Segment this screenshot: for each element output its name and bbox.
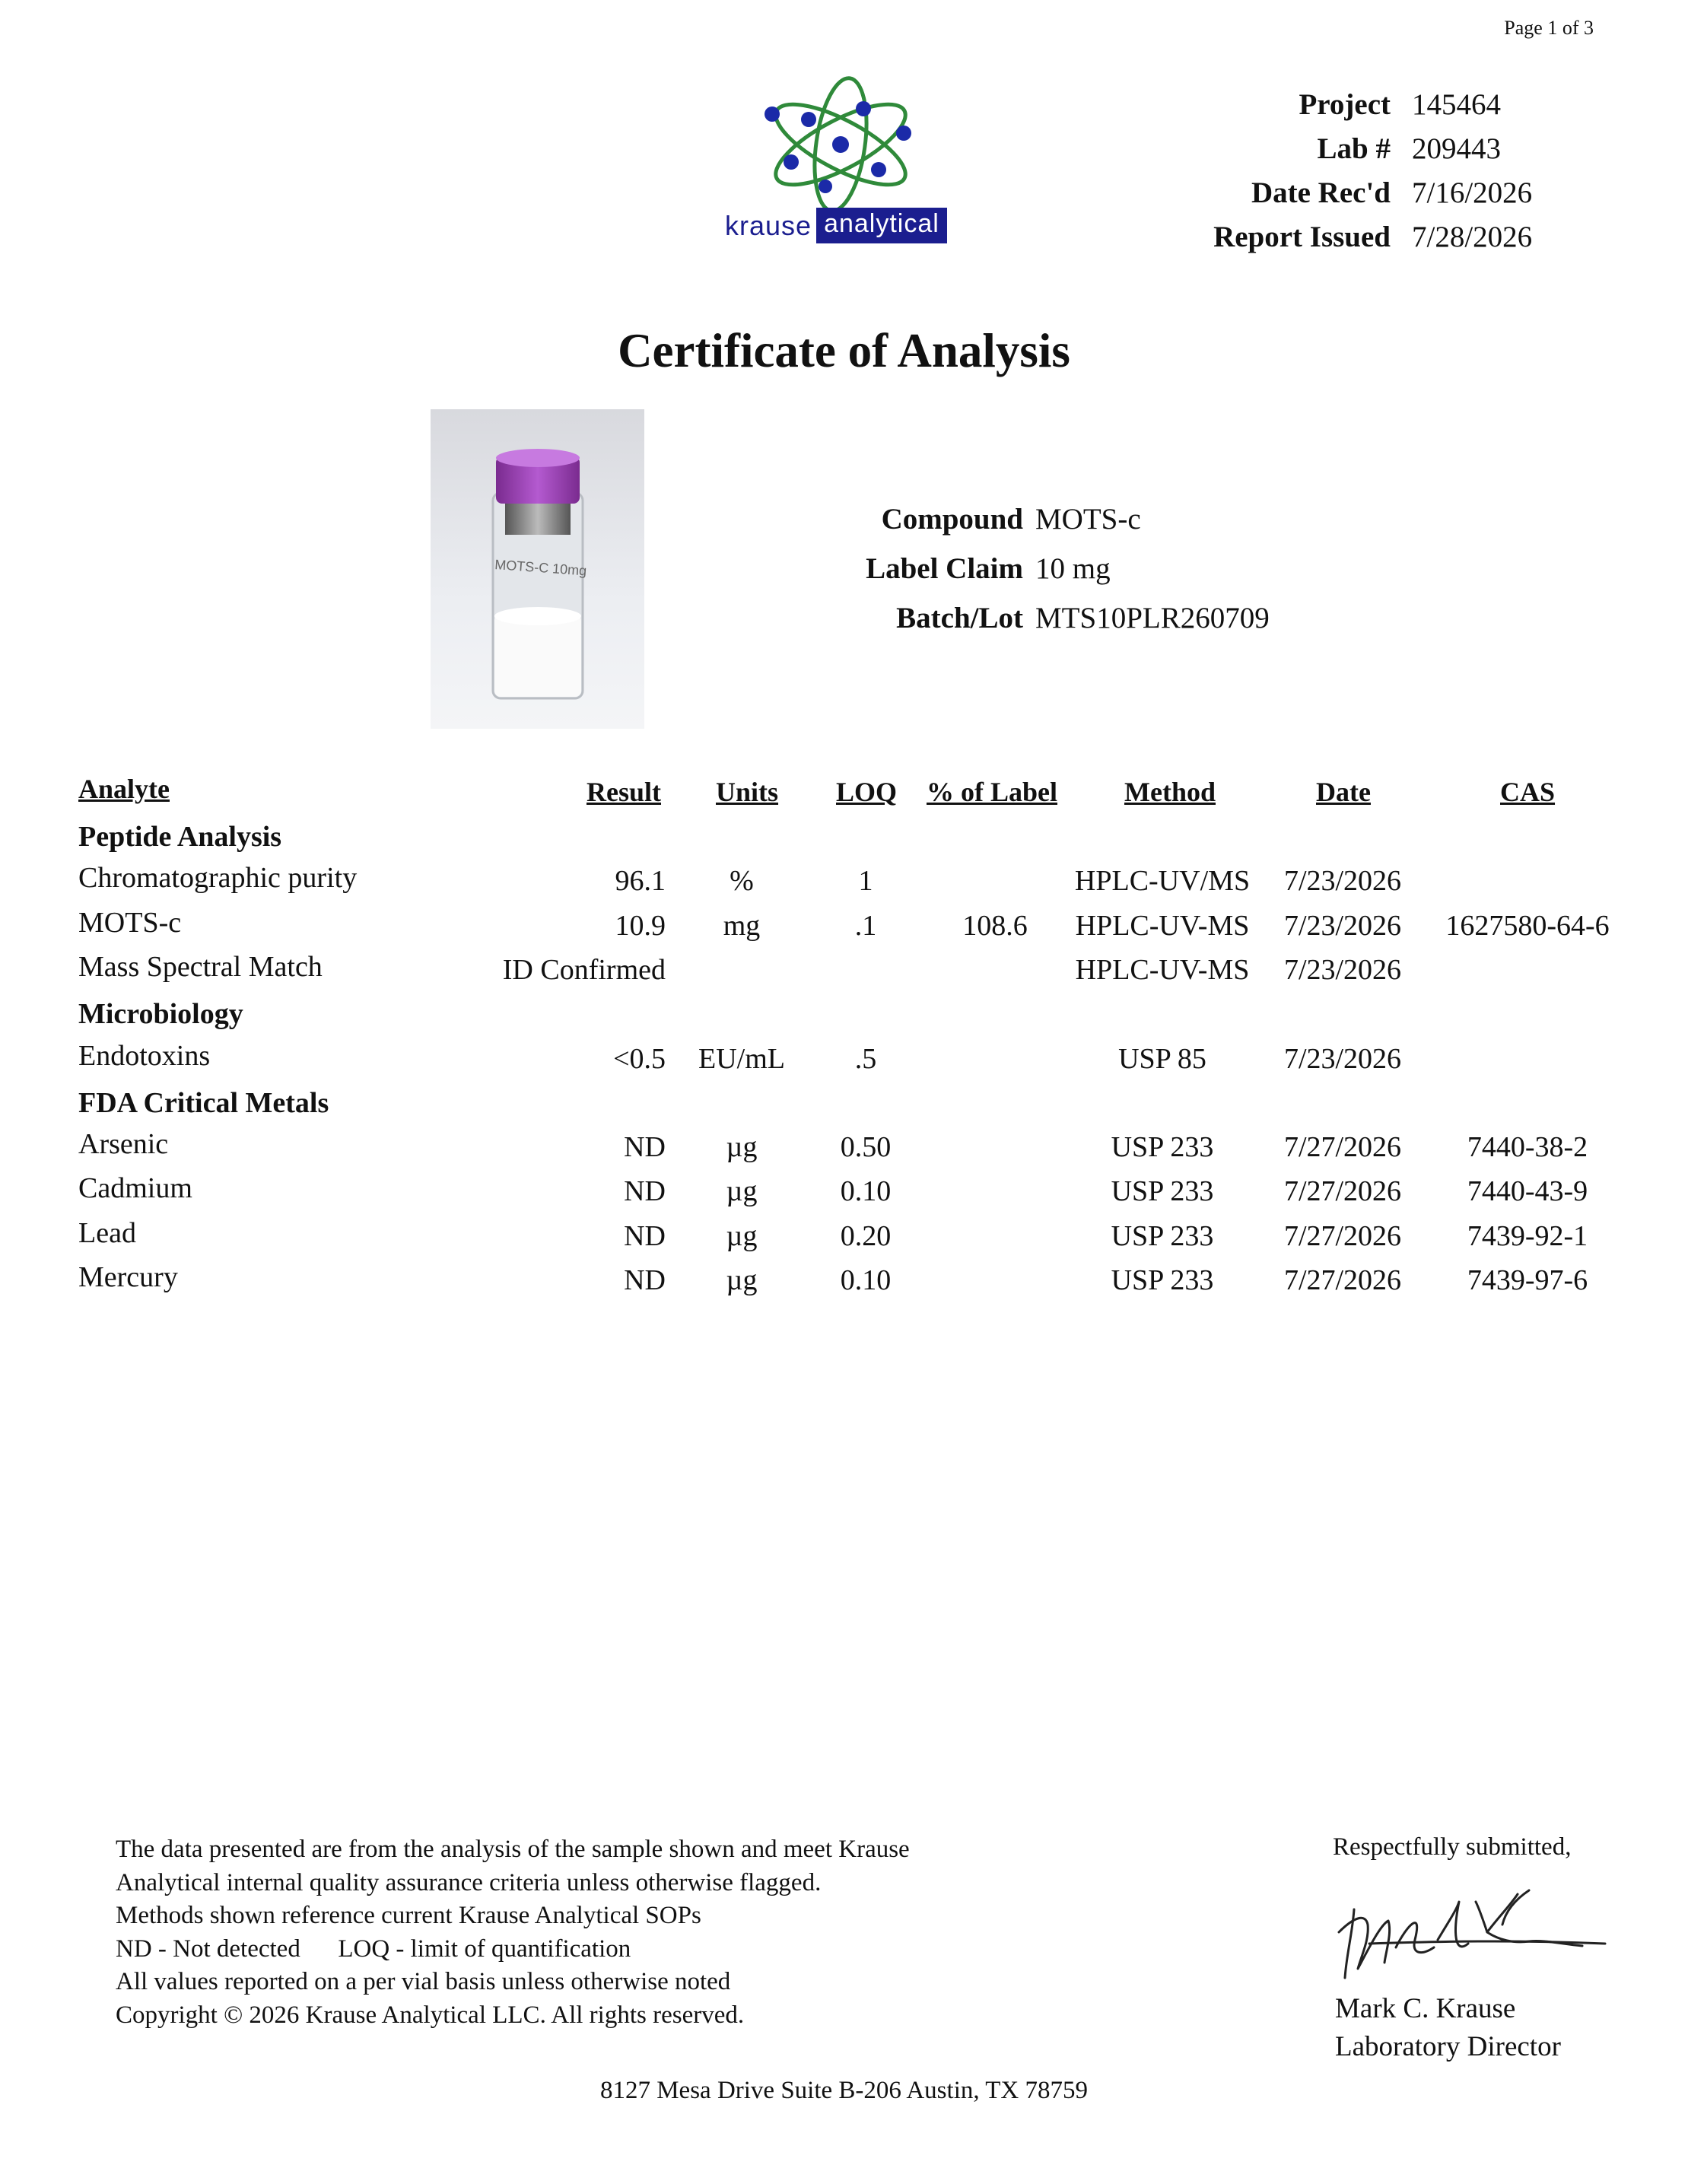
- units-value: µg: [726, 1175, 758, 1208]
- table-row: [78, 1130, 1615, 1175]
- date-value: 7/27/2026: [1283, 1264, 1402, 1296]
- loq-value: 0.10: [840, 1175, 892, 1208]
- loq-value: 0.10: [840, 1264, 892, 1296]
- header-loq: LOQ: [836, 777, 898, 807]
- result-value: ND: [624, 1264, 666, 1296]
- cas-value: 7440-38-2: [1467, 1131, 1588, 1164]
- date-value: 7/23/2026: [1283, 865, 1402, 898]
- section-header-row: [78, 820, 1615, 864]
- header-cas: CAS: [1500, 777, 1556, 807]
- section-title: Peptide Analysis: [78, 821, 282, 853]
- footer-notes: [116, 1833, 910, 2032]
- meta-value: 209443: [1412, 132, 1501, 165]
- method-value: HPLC-UV/MS: [1074, 865, 1251, 898]
- analyte-name: Mass Spectral Match: [78, 950, 323, 983]
- table-row: [78, 1172, 1615, 1219]
- table-row: [78, 950, 1615, 997]
- result-value: 10.9: [615, 909, 666, 942]
- sample-batch-row: [784, 593, 1270, 643]
- meta-label: Report Issued: [1213, 220, 1391, 253]
- units-value: µg: [726, 1264, 758, 1296]
- sample-value: MTS10PLR260709: [1035, 602, 1270, 634]
- units-value: EU/mL: [698, 1042, 785, 1075]
- units-value: µg: [726, 1131, 758, 1164]
- meta-report-issued-row: [1103, 215, 1636, 259]
- logo-wordmark: [725, 208, 947, 243]
- cas-value: 7439-92-1: [1467, 1219, 1588, 1252]
- atom-icon: [719, 72, 970, 209]
- result-value: ID Confirmed: [502, 953, 666, 986]
- sample-value: 10 mg: [1035, 552, 1111, 585]
- signer-name: Mark C. Krause: [1335, 1993, 1516, 2024]
- loq-value: 0.20: [840, 1219, 892, 1252]
- date-value: 7/27/2026: [1283, 1131, 1402, 1164]
- analyte-name: Cadmium: [78, 1172, 192, 1205]
- method-value: USP 233: [1111, 1219, 1214, 1252]
- report-meta: [1103, 82, 1636, 259]
- header-method: Method: [1124, 777, 1216, 807]
- method-value: USP 233: [1111, 1131, 1214, 1164]
- analyte-name: Mercury: [78, 1261, 178, 1293]
- logo-word-analytical: analytical: [816, 208, 947, 243]
- result-value: ND: [624, 1131, 666, 1164]
- units-value: µg: [726, 1219, 758, 1252]
- result-value: 96.1: [615, 865, 666, 898]
- loq-value: 1: [858, 865, 873, 898]
- units-value: mg: [723, 909, 761, 942]
- page-title: Certificate of Analysis: [618, 324, 1070, 377]
- header-percent-label: % of Label: [927, 777, 1058, 807]
- analyte-name: Lead: [78, 1216, 136, 1249]
- signature-image: [1324, 1879, 1613, 1993]
- section-title: Microbiology: [78, 998, 243, 1031]
- meta-value: 7/28/2026: [1412, 220, 1533, 253]
- method-value: HPLC-UV-MS: [1075, 953, 1250, 986]
- footer-note-line: Analytical internal quality assurance criteria unless otherwise flagged.: [116, 1868, 822, 1896]
- meta-label: Lab #: [1317, 132, 1391, 165]
- analyte-name: MOTS-c: [78, 906, 182, 939]
- table-row: [78, 1216, 1615, 1264]
- date-value: 7/23/2026: [1283, 953, 1402, 986]
- sample-photo: [431, 409, 644, 729]
- date-value: 7/23/2026: [1283, 1042, 1402, 1075]
- meta-lab-row: [1103, 126, 1636, 170]
- date-value: 7/23/2026: [1283, 909, 1402, 942]
- header-date: Date: [1316, 777, 1371, 807]
- cas-value: 1627580-64-6: [1445, 909, 1610, 942]
- vial-label-text: MOTS-C 10mg: [494, 557, 587, 579]
- analyte-name: Chromatographic purity: [78, 862, 358, 895]
- meta-date-received-row: [1103, 170, 1636, 215]
- footer-note-line: Methods shown reference current Krause Analytical SOPs: [116, 1902, 701, 1929]
- result-value: ND: [624, 1175, 666, 1208]
- sample-label-claim-row: [784, 544, 1270, 593]
- sample-value: MOTS-c: [1035, 503, 1141, 536]
- sample-info: [784, 494, 1270, 643]
- footer-note-line: The data presented are from the analysis of the sample shown and meet Krause: [116, 1836, 910, 1863]
- sample-label: Label Claim: [866, 552, 1023, 585]
- table-row: [78, 864, 1615, 908]
- meta-project-row: [1103, 82, 1636, 126]
- date-value: 7/27/2026: [1283, 1175, 1402, 1208]
- cas-value: 7440-43-9: [1467, 1175, 1588, 1208]
- meta-value: 7/16/2026: [1412, 176, 1533, 209]
- header-units: Units: [716, 777, 779, 807]
- table-row: [78, 1261, 1615, 1308]
- sample-label: Compound: [881, 503, 1023, 536]
- signer-block: [1335, 1990, 1561, 2066]
- result-value: ND: [624, 1219, 666, 1252]
- section-header-row: [78, 997, 1615, 1041]
- loq-value: 0.50: [840, 1131, 892, 1164]
- respectfully-submitted: Respectfully submitted,: [1333, 1833, 1572, 1861]
- meta-value: 145464: [1412, 87, 1501, 121]
- analyte-name: Arsenic: [78, 1128, 169, 1161]
- cas-value: 7439-97-6: [1467, 1264, 1588, 1296]
- result-value: <0.5: [613, 1042, 666, 1075]
- footer-note-line: Copyright © 2026 Krause Analytical LLC. All rights reserved.: [116, 2001, 745, 2029]
- loq-value: .5: [854, 1042, 877, 1075]
- section-title: FDA Critical Metals: [78, 1086, 329, 1119]
- page-number: Page 1 of 3: [1504, 17, 1594, 39]
- section-header-row: [78, 1086, 1615, 1130]
- table-row: [78, 1039, 1615, 1086]
- meta-label: Date Rec'd: [1251, 176, 1391, 209]
- logo-word-krause: krause: [725, 209, 812, 241]
- signer-title: Laboratory Director: [1335, 2031, 1561, 2062]
- footer-note-line: All values reported on a per vial basis unless otherwise noted: [116, 1968, 731, 1995]
- pct-value: 108.6: [962, 909, 1028, 942]
- loq-value: .1: [854, 909, 877, 942]
- vial-image: [431, 409, 644, 729]
- method-value: HPLC-UV-MS: [1075, 909, 1250, 942]
- method-value: USP 233: [1111, 1175, 1214, 1208]
- footer-note-line: ND - Not detected LOQ - limit of quantification: [116, 1934, 631, 1963]
- header-result: Result: [587, 777, 661, 807]
- sample-compound-row: [784, 494, 1270, 544]
- method-value: USP 85: [1118, 1042, 1206, 1075]
- units-value: %: [730, 865, 754, 898]
- analyte-name: Endotoxins: [78, 1039, 211, 1072]
- lab-address: 8127 Mesa Drive Suite B-206 Austin, TX 78759: [599, 2077, 1089, 2104]
- sample-label: Batch/Lot: [896, 602, 1023, 634]
- date-value: 7/27/2026: [1283, 1219, 1402, 1252]
- header-analyte: Analyte: [78, 774, 170, 804]
- table-row: [78, 906, 1615, 953]
- krause-analytical-logo: [719, 72, 970, 255]
- method-value: USP 233: [1111, 1264, 1214, 1296]
- meta-label: Project: [1299, 87, 1391, 121]
